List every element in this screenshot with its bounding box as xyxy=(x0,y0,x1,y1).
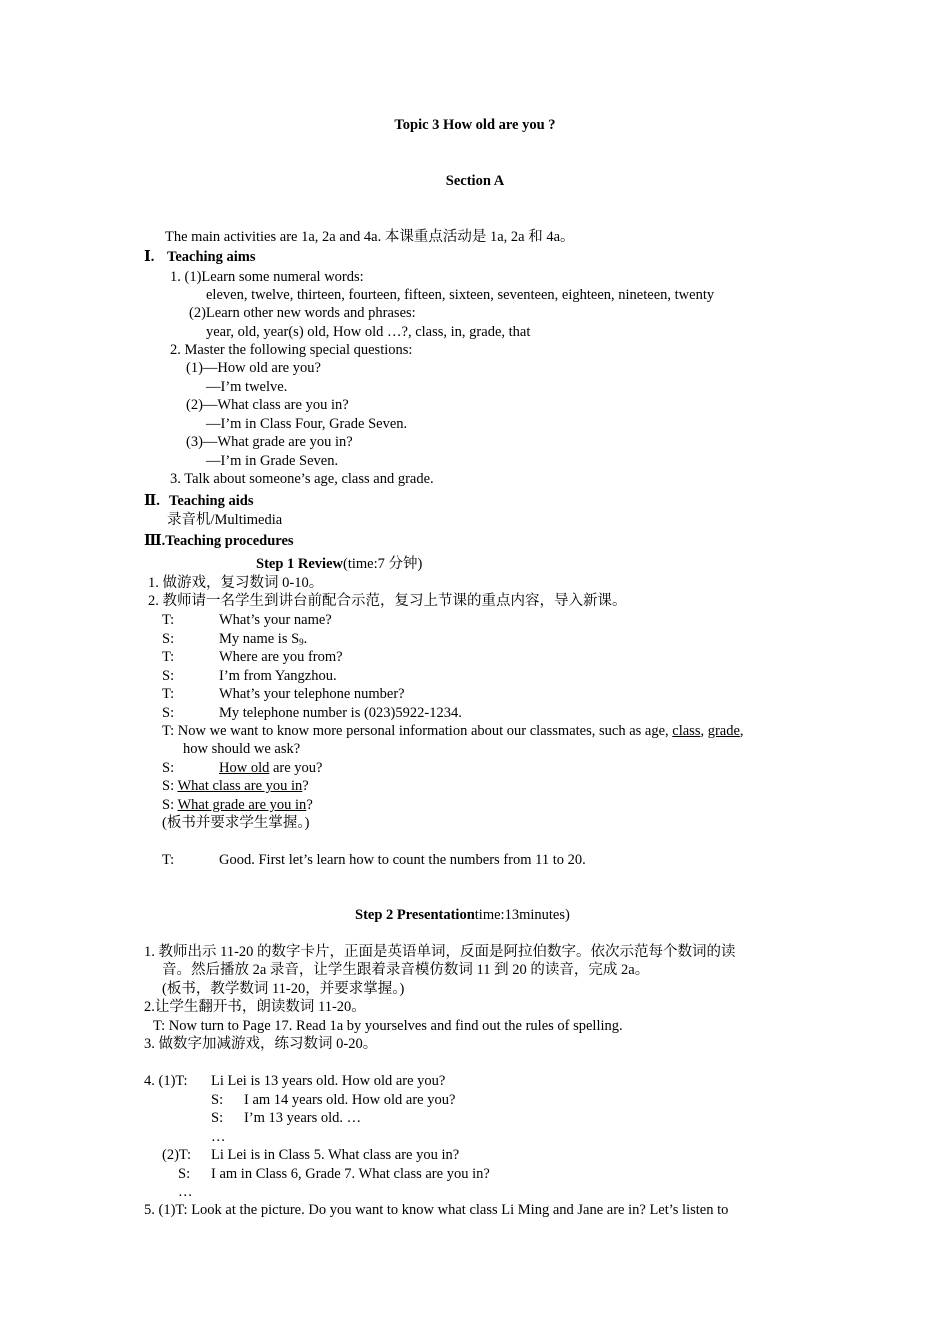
step2-item: T: Now turn to Page 17. Read 1a by yourselves and find out the rules of spelling. xyxy=(153,1018,623,1034)
dialogue-speaker: S: xyxy=(162,760,175,776)
dialogue-speaker: 4. (1)T: xyxy=(144,1073,188,1089)
dialogue-line: I am 14 years old. How old are you? xyxy=(244,1092,456,1108)
aims-line: eleven, twelve, thirteen, fourteen, fifteen, sixteen, seventeen, eighteen, nineteen, twenty xyxy=(206,287,715,303)
dialogue-speaker: S: xyxy=(162,705,175,721)
underlined-word: grade xyxy=(707,723,740,739)
dialogue-text: T: Now we want to know more personal information about our classmates, such as age, xyxy=(162,723,673,739)
ellipsis: … xyxy=(211,1129,226,1145)
dialogue-speaker: S: xyxy=(211,1092,224,1108)
dialogue-line: I am in Class 6, Grade 7. What class are you in? xyxy=(211,1166,490,1182)
board-note: (板书并要求学生掌握。) xyxy=(162,815,310,831)
dialogue-speaker: T: xyxy=(162,649,175,665)
step1-item: 2. 教师请一名学生到讲台前配合示范，复习上节课的重点内容，导入新课。 xyxy=(148,593,627,609)
punctuation: , xyxy=(739,723,744,739)
step2-item: 音。然后播放 2a 录音，让学生跟着录音模仿数词 11 到 20 的读音，完成 2a。 xyxy=(162,962,650,978)
step2-time: time:13minutes) xyxy=(474,907,570,923)
aims-line: (1)—How old are you? xyxy=(186,360,321,376)
dialogue-speaker: S: xyxy=(162,668,175,684)
dialogue-text: My name is S xyxy=(219,631,300,647)
step2-item: 5. (1)T: Look at the picture. Do you want to know what class Li Ming and Jane are in? Let’s listen to xyxy=(144,1202,729,1218)
step2-item: 1. 教师出示 11-20 的数字卡片，正面是英语单词，反面是阿拉伯数字。依次示范每个数词的读 xyxy=(144,944,736,960)
aids-heading: Teaching aids xyxy=(169,493,254,509)
aims-line: 1. (1)Learn some numeral words: xyxy=(170,269,364,285)
dialogue-line: Li Lei is 13 years old. How old are you? xyxy=(211,1073,446,1089)
aims-line: year, old, year(s) old, How old …?, class, in, grade, that xyxy=(206,324,531,340)
aims-line: (3)—What grade are you in? xyxy=(186,434,353,450)
section-heading: Section A xyxy=(445,173,505,189)
step1-heading xyxy=(256,555,422,573)
dialogue-line: I’m from Yangzhou. xyxy=(219,668,337,684)
dialogue-speaker: T: xyxy=(162,852,175,868)
dialogue-speaker: S: xyxy=(162,631,175,647)
dialogue-line: Good. First let’s learn how to count the numbers from 11 to 20. xyxy=(219,852,586,868)
punctuation: ? xyxy=(302,778,309,794)
dialogue-speaker: T: xyxy=(162,686,175,702)
aids-text: 录音机/Multimedia xyxy=(167,512,283,528)
underlined-phrase: What class are you in xyxy=(177,778,303,794)
dialogue-speaker: S: xyxy=(162,797,178,813)
dialogue-line xyxy=(219,630,307,648)
dialogue-line: Li Lei is in Class 5. What class are you in? xyxy=(211,1147,460,1163)
aims-line: (2)—What class are you in? xyxy=(186,397,349,413)
punctuation: ? xyxy=(306,797,313,813)
dialogue-speaker: S: xyxy=(162,778,178,794)
dialogue-speaker: S: xyxy=(211,1110,224,1126)
aims-heading: Teaching aims xyxy=(167,249,256,265)
aims-numeral: Ⅰ. xyxy=(144,249,155,265)
step1-title: Step 1 Review xyxy=(256,556,343,572)
step1-time: (time:7 分钟) xyxy=(343,556,423,572)
step2-title: Step 2 Presentation xyxy=(355,907,475,923)
dialogue-speaker: S: xyxy=(178,1166,191,1182)
aims-line: 2. Master the following special questions: xyxy=(170,342,413,358)
aims-line: 3. Talk about someone’s age, class and grade. xyxy=(170,471,434,487)
step2-item: 3. 做数字加减游戏，练习数词 0-20。 xyxy=(144,1036,378,1052)
dialogue-line xyxy=(162,722,744,740)
dialogue-line: Where are you from? xyxy=(219,649,343,665)
aims-line: —I’m in Grade Seven. xyxy=(206,453,339,469)
step2-item: (板书，教学数词 11-20，并要求掌握。) xyxy=(162,981,405,997)
underlined-phrase: How old xyxy=(219,760,270,776)
procedures-heading: Ⅲ.Teaching procedures xyxy=(144,533,294,549)
punctuation: , xyxy=(700,723,708,739)
subscript: 9 xyxy=(299,637,304,647)
step2-heading xyxy=(355,906,570,924)
intro-text: The main activities are 1a, 2a and 4a. 本课重点活动是 1a, 2a 和 4a。 xyxy=(165,229,575,245)
dialogue-line: how should we ask? xyxy=(183,741,301,757)
dialogue-line: I’m 13 years old. … xyxy=(244,1110,362,1126)
step2-item: 2.让学生翻开书，朗读数词 11-20。 xyxy=(144,999,366,1015)
underlined-phrase: What grade are you in xyxy=(177,797,307,813)
document-title: Topic 3 How old are you ? xyxy=(394,117,556,133)
dialogue-line: What’s your name? xyxy=(219,612,332,628)
step1-item: 1. 做游戏，复习数词 0-10。 xyxy=(148,575,324,591)
aids-numeral: Ⅱ. xyxy=(144,493,160,509)
aims-line: —I’m in Class Four, Grade Seven. xyxy=(206,416,408,432)
dialogue-speaker: T: xyxy=(162,612,175,628)
dialogue-line xyxy=(162,777,309,795)
aims-line: (2)Learn other new words and phrases: xyxy=(189,305,416,321)
dialogue-line: My telephone number is (023)5922-1234. xyxy=(219,705,462,721)
dialogue-line xyxy=(219,759,323,777)
dialogue-line: What’s your telephone number? xyxy=(219,686,405,702)
ellipsis: … xyxy=(178,1184,193,1200)
dialogue-speaker: (2)T: xyxy=(162,1147,192,1163)
aims-line: —I’m twelve. xyxy=(206,379,288,395)
dialogue-line xyxy=(162,796,313,814)
dialogue-text: are you? xyxy=(269,760,323,776)
underlined-word: class xyxy=(672,723,701,739)
period: . xyxy=(303,631,308,647)
